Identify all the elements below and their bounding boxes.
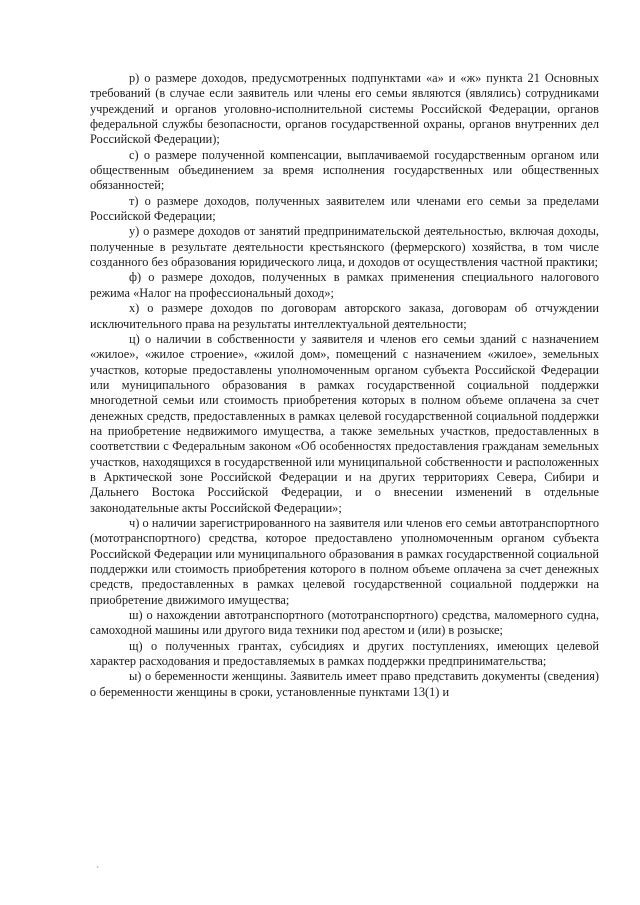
document-body	[90, 71, 599, 700]
paragraph-r: р) о размере доходов, предусмотренных подпунктами «а» и «ж» пункта 21 Основных требований (в случае если заявитель или члены его семьи являются (являлись) сотрудниками учреждений и органов уголовно-исполнительной системы Российской Федерации, органов федеральной службы безопасности, органов государственной охраны, органов внутренних дел Российской Федерации);	[90, 71, 599, 147]
paragraph-kh: х) о размере доходов по договорам авторского заказа, договорам об отчуждении исключительного права на результаты интеллектуальной деятельности;	[90, 301, 599, 331]
paragraph-ts: ц) о наличии в собственности у заявителя и членов его семьи зданий с назначением «жилое», «жилое строение», «жилой дом», помещений с назначением «жилое», земельных участков, которые предоставлены уполномоченным органом субъекта Российской Федерации или муниципального образования в рамках государственной социальной поддержки многодетной семьи или стоимость приобретения которых в полном объеме оплачена за счет денежных средств, предоставленных в рамках целевой государственной социальной поддержки на приобретение недвижимого имущества, а также земельных участков, предоставленных в соответствии с Федеральным законом «Об особенностях предоставления гражданам земельных участков, находящихся в государственной или муниципальной собственности и расположенных в Арктической зоне Российской Федерации и на других территориях Севера, Сибири и Дальнего Востока Российской Федерации, и о внесении изменений в отдельные законодательные акты Российской Федерации»;	[90, 331, 599, 515]
paragraph-s: с) о размере полученной компенсации, выплачиваемой государственным органом или общественным объединением за время исполнения государственных или общественных обязанностей;	[90, 147, 599, 193]
paragraph-ch: ч) о наличии зарегистрированного на заявителя или членов его семьи автотранспортного (мототранспортного) средства, которое предоставлено уполномоченным органом субъекта Российской Федерации или муниципального образования в рамках государственной социальной поддержки или стоимость приобретения которого в полном объеме оплачена за счет денежных средств, предоставленных в рамках целевой государственной социальной поддержки на приобретение движимого имущества;	[90, 515, 599, 607]
paragraph-sh: ш) о нахождении автотранспортного (мототранспортного) средства, маломерного судна, самоходной машины или другого вида техники под арестом и (или) в розыске;	[90, 608, 599, 638]
paragraph-f: ф) о размере доходов, полученных в рамках применения специального налогового режима «Налог на профессиональный доход»;	[90, 270, 599, 300]
paragraph-y: ы) о беременности женщины. Заявитель имеет право представить документы (сведения) о беременности женщины в сроки, установленные пунктами 13(1) и	[90, 669, 599, 699]
paragraph-u: у) о размере доходов от занятий предпринимательской деятельностью, включая доходы, полученные в результате деятельности крестьянского (фермерского) хозяйства, в том числе созданного без образования юридического лица, и доходов от осуществления частной практики;	[90, 224, 599, 270]
paragraph-t: т) о размере доходов, полученных заявителем или членами его семьи за пределами Российской Федерации;	[90, 193, 599, 224]
paragraph-shch: щ) о полученных грантах, субсидиях и других поступлениях, имеющих целевой характер расходования и предоставляемых в рамках поддержки предпринимательства;	[90, 638, 599, 669]
footer-mark: `	[96, 866, 100, 877]
